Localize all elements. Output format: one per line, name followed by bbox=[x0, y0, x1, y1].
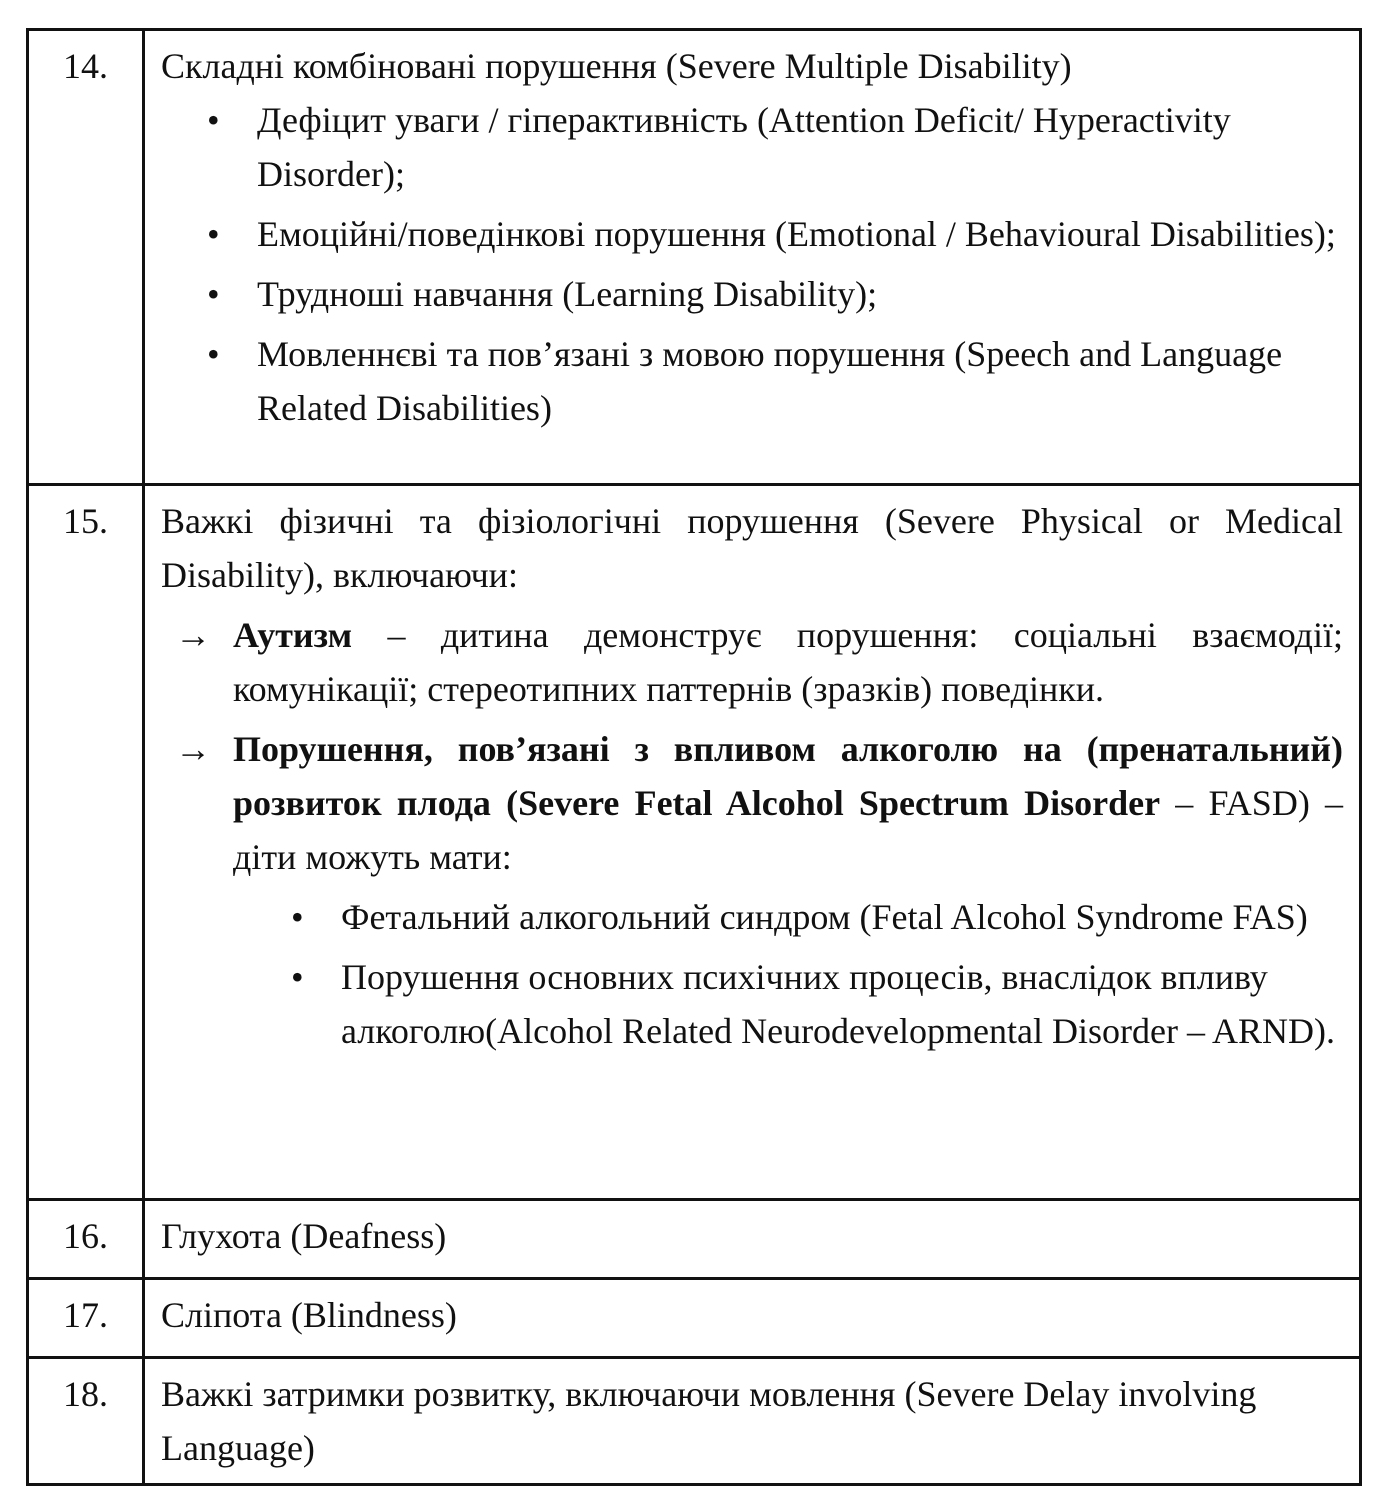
list-item: • Дефіцит уваги / гіперактивність (Attention Deficit/ Hyperactivity Disorder); bbox=[161, 93, 1343, 201]
row-content bbox=[144, 1200, 1361, 1279]
row-content bbox=[144, 30, 1361, 485]
fasd-description: – FASD) – діти можуть мати: bbox=[233, 783, 1344, 877]
row-number: 15. bbox=[28, 485, 144, 1200]
list-item: • Трудноші навчання (Learning Disability); bbox=[161, 267, 1343, 321]
autism-entry bbox=[161, 608, 1343, 716]
bullet-list bbox=[161, 890, 1343, 1058]
row-number: 18. bbox=[28, 1358, 144, 1485]
row-content bbox=[144, 485, 1361, 1200]
arrow-right-icon: → bbox=[175, 729, 211, 769]
row-title: Складні комбіновані порушення (Severe Multiple Disability) bbox=[161, 46, 1072, 86]
table-row-16 bbox=[28, 1200, 1361, 1279]
row-number: 14. bbox=[28, 30, 144, 485]
row-title: Глухота (Deafness) bbox=[161, 1216, 447, 1256]
list-item: • Фетальний алкогольний синдром (Fetal Alcohol Syndrome FAS) bbox=[161, 890, 1343, 944]
table-row-18 bbox=[28, 1358, 1361, 1485]
table-row-17 bbox=[28, 1279, 1361, 1358]
autism-description: – дитина демонструє порушення: соціальні взаємодії; комунікації; стереотипних паттернів (зразків) поведінки. bbox=[233, 615, 1343, 709]
row-content bbox=[144, 1279, 1361, 1358]
fasd-term: Порушення, пов’язані з впливом алкоголю на (пренатальний) розвиток плода (Severe Fetal Alcohol Spectrum Disorder bbox=[233, 729, 1343, 823]
list-item: • Порушення основних психічних процесів, внаслідок впливу алкоголю(Alcohol Related Neurodevelopmental Disorder – ARND). bbox=[161, 950, 1343, 1058]
table-row-15 bbox=[28, 485, 1361, 1200]
row-title: Сліпота (Blindness) bbox=[161, 1295, 457, 1335]
row-content bbox=[144, 1358, 1361, 1485]
table-row-14 bbox=[28, 30, 1361, 485]
autism-term: Аутизм bbox=[233, 615, 353, 655]
list-item: • Мовленнєві та пов’язані з мовою порушення (Speech and Language Related Disabilities) bbox=[161, 327, 1343, 435]
disability-categories-table bbox=[26, 28, 1362, 1486]
fasd-entry bbox=[161, 722, 1343, 884]
arrow-right-icon: → bbox=[175, 615, 211, 655]
bullet-list bbox=[161, 93, 1343, 435]
row-number: 17. bbox=[28, 1279, 144, 1358]
row-title: Важкі фізичні та фізіологічні порушення (Severe Physical or Medical Disability), включаючи: bbox=[161, 501, 1343, 595]
row-number: 16. bbox=[28, 1200, 144, 1279]
row-title: Важкі затримки розвитку, включаючи мовлення (Severe Delay involving Language) bbox=[161, 1374, 1257, 1468]
list-item: • Емоційні/поведінкові порушення (Emotional / Behavioural Disabilities); bbox=[161, 207, 1343, 261]
